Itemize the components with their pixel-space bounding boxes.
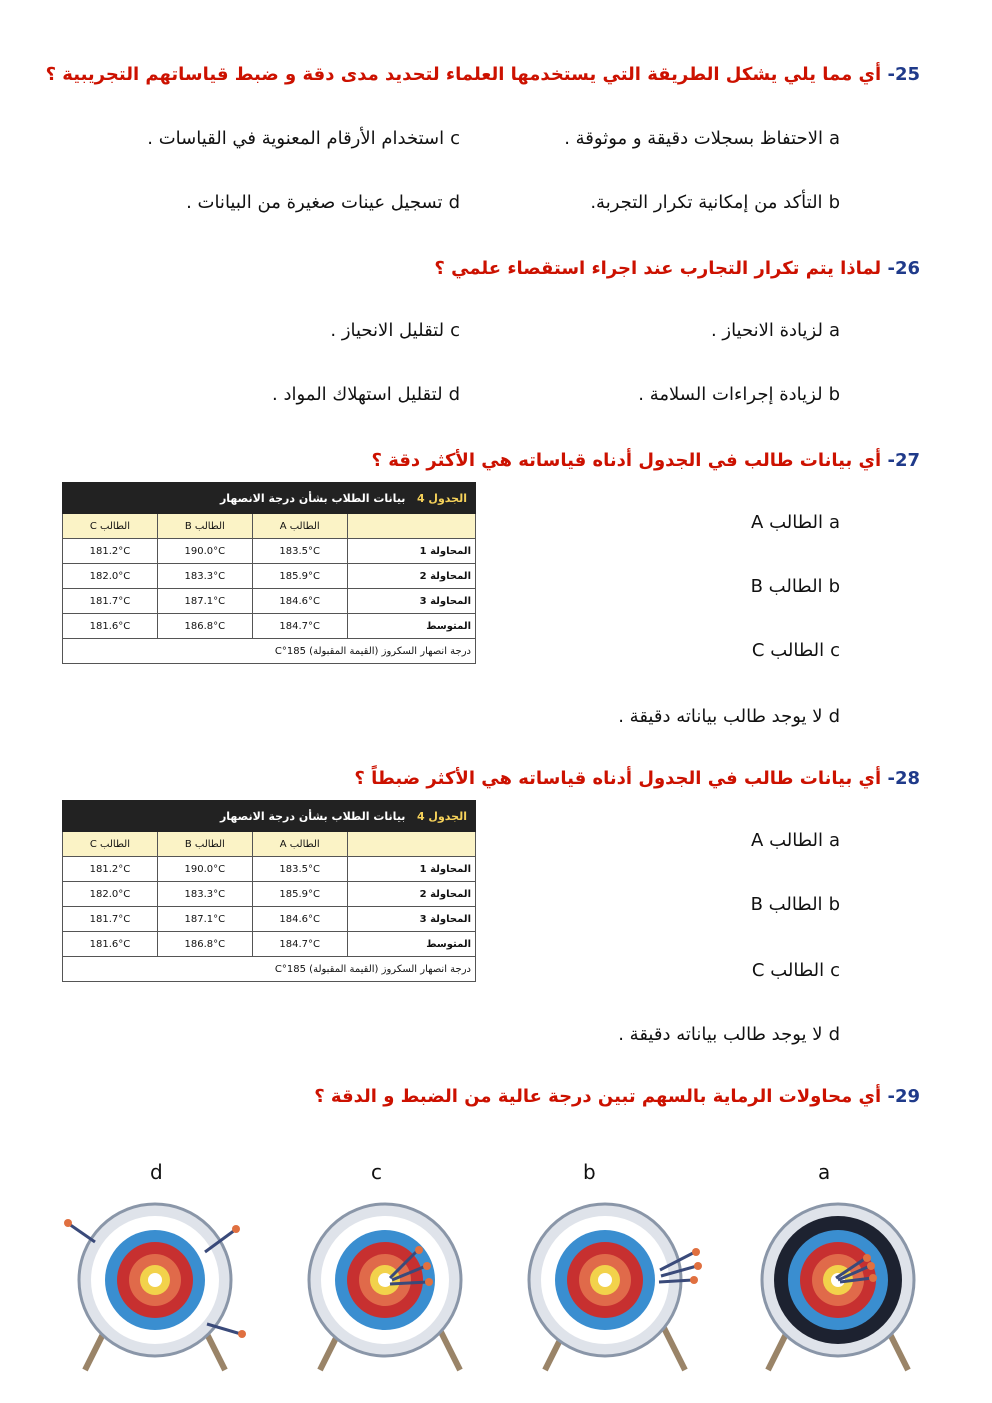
q28-option-a[interactable]: aالطالب A xyxy=(751,830,840,851)
question-28: 28- أي بيانات طالب في الجدول أدناه قياساته هي الأكثر ضبطاً ؟ xyxy=(354,768,920,789)
q26-option-b[interactable]: bلزيادة إجراءات السلامة . xyxy=(638,384,840,405)
table-row: المحاولة 2 185.9°C 183.3°C 182.0°C xyxy=(63,882,476,907)
q25-option-b[interactable]: bالتأكد من إمكانية تكرار التجربة. xyxy=(590,192,840,213)
q25-option-a[interactable]: aالاحتفاظ بسجلات دقيقة و موثوقة . xyxy=(564,128,840,149)
table-row: المحاولة 2 185.9°C 183.3°C 182.0°C xyxy=(63,564,476,589)
q26-option-c[interactable]: cلتقليل الانحياز . xyxy=(330,320,460,341)
table-row: المحاولة 3 184.6°C 187.1°C 181.7°C xyxy=(63,907,476,932)
q27-option-c[interactable]: cالطالب C xyxy=(751,640,840,661)
target-a-icon[interactable] xyxy=(738,1200,938,1375)
table-row: المحاولة 1 183.5°C 190.0°C 181.2°C xyxy=(63,539,476,564)
target-label-c[interactable]: c xyxy=(371,1160,382,1184)
q28-option-b[interactable]: bالطالب B xyxy=(750,894,840,915)
table-row: المتوسط 184.7°C 186.8°C 181.6°C xyxy=(63,932,476,957)
table-row: المتوسط 184.7°C 186.8°C 181.6°C xyxy=(63,614,476,639)
question-29: 29- أي محاولات الرماية بالسهم تبين درجة عالية من الضبط و الدقة ؟ xyxy=(314,1086,920,1107)
question-27: 27- أي بيانات طالب في الجدول أدناه قياساته هي الأكثر دقة ؟ xyxy=(371,450,920,471)
melting-table-q28: الجدول 4 بيانات الطلاب بشأن درجة الانصهار الطالب A الطالب B الطالب C المحاولة 1 183.5°C 190.0°C 181.2°C المحاولة 2 185.9°C 183.3°C 182.0°C المحاولة 3 184.6°C 187.1°C 181.7°C المتوسط 184.7°C 186.8°C 181.6°C درجة انصهار السكروز (القيمة المقبولة) 185°C xyxy=(62,800,476,982)
q25-option-d[interactable]: dتسجيل عينات صغيرة من البيانات . xyxy=(186,192,460,213)
target-d-icon[interactable] xyxy=(55,1200,255,1375)
q28-option-d[interactable]: dلا يوجد طالب بياناته دقيقة . xyxy=(618,1024,840,1045)
question-26: 26- لماذا يتم تكرار التجارب عند اجراء استقصاء علمي ؟ xyxy=(434,258,920,279)
melting-table-q27: الجدول 4 بيانات الطلاب بشأن درجة الانصهار الطالب A الطالب B الطالب C المحاولة 1 183.5°C 190.0°C 181.2°C المحاولة 2 185.9°C 183.3°C 182.0°C المحاولة 3 184.6°C 187.1°C 181.7°C المتوسط 184.7°C 186.8°C 181.6°C درجة انصهار السكروز (القيمة المقبولة) 185°C xyxy=(62,482,476,664)
table-row: المحاولة 3 184.6°C 187.1°C 181.7°C xyxy=(63,589,476,614)
table-row: المحاولة 1 183.5°C 190.0°C 181.2°C xyxy=(63,857,476,882)
q28-option-c[interactable]: cالطالب C xyxy=(751,960,840,981)
q26-option-d[interactable]: dلتقليل استهلاك المواد . xyxy=(272,384,460,405)
q27-option-b[interactable]: bالطالب B xyxy=(750,576,840,597)
question-25: 25- أي مما يلي يشكل الطريقة التي يستخدمها العلماء لتحديد مدى دقة و ضبط قياساتهم التجريبية ؟ xyxy=(45,64,920,85)
target-b-icon[interactable] xyxy=(515,1200,715,1375)
target-c-icon[interactable] xyxy=(290,1200,490,1375)
target-label-a[interactable]: a xyxy=(818,1160,831,1184)
q27-option-a[interactable]: aالطالب A xyxy=(751,512,840,533)
target-label-b[interactable]: b xyxy=(583,1160,596,1184)
q26-option-a[interactable]: aلزيادة الانحياز . xyxy=(710,320,840,341)
q27-option-d[interactable]: dلا يوجد طالب بياناته دقيقة . xyxy=(618,706,840,727)
q25-option-c[interactable]: cاستخدام الأرقام المعنوية في القياسات . xyxy=(147,128,460,149)
target-label-d[interactable]: d xyxy=(150,1160,163,1184)
